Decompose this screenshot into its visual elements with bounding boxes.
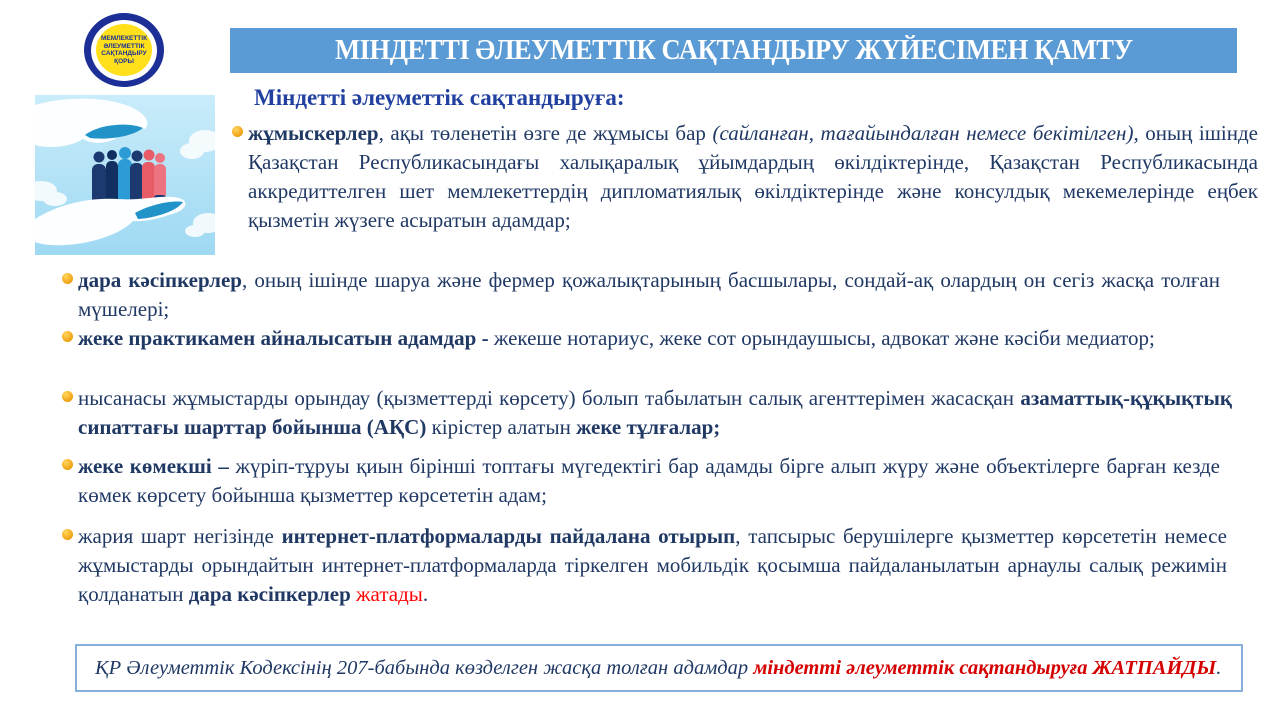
- footer-note: [75, 644, 1243, 692]
- bullet-text: [78, 452, 1220, 510]
- text-segment: жұмыскерлер: [248, 121, 379, 145]
- text-segment: жеке көмекші –: [78, 454, 236, 478]
- bullet-text: [78, 324, 1220, 353]
- fund-logo-line: МЕМЛЕКЕТТІК: [100, 35, 148, 42]
- bullet-text: [248, 119, 1258, 235]
- text-segment: оның ішінде Қазақстан Республикасындағы халықаралық ұйымдардың өкілдіктерінде, Қазақстан Республикасында аккредиттелген шет мемлекеттердің дипломатиялық өкілдіктерінде және консулдық мекемелерінде еңбек қызметін жүзеге асыратын адамдар;: [248, 121, 1258, 232]
- text-segment: азаматтық-құқықтық сипаттағы шарттар бойынша (АҚС): [78, 386, 1232, 439]
- text-segment: дара кәсіпкерлер: [78, 268, 242, 292]
- bullet-item-individual-entrepreneurs: [62, 266, 1220, 324]
- text-segment: , ақы төленетін өзге де жұмысы бар: [378, 121, 713, 145]
- bullet-text: [78, 384, 1232, 442]
- footer-text: [95, 657, 1221, 680]
- bullet-dot-icon: [62, 391, 73, 402]
- text-segment: жатады: [350, 582, 423, 606]
- text-segment: кірістер алатын: [426, 415, 577, 439]
- fund-logo-line: ҚОРЫ: [114, 57, 134, 65]
- fund-logo-line: ӘЛЕУМЕТТІК: [103, 42, 145, 50]
- bullet-dot-icon: [62, 529, 73, 540]
- text-segment: интернет-платформаларды пайдалана отырып: [281, 524, 736, 548]
- bullet-item-internet-platforms: [62, 522, 1227, 609]
- text-segment: жекеше нотариус, жеке сот орындаушысы, адвокат және кәсіби медиатор;: [493, 326, 1155, 350]
- text-segment: (сайланған, тағайындалған немесе бекітілген),: [712, 121, 1139, 145]
- text-segment: нысанасы жұмыстарды орындау (қызметтерді көрсету) болып табылатын салық агенттерімен жасасқан: [78, 386, 1021, 410]
- bullet-dot-icon: [62, 273, 73, 284]
- text-segment: .: [1216, 656, 1222, 679]
- hands-protecting-people-illustration: [35, 95, 215, 255]
- fund-logo-line: САҚТАНДЫРУ: [101, 50, 147, 57]
- text-segment: , оның ішінде шаруа және фермер қожалықтарының басшылары, сондай-ақ олардың он сегіз жасқа толған мүшелері;: [78, 268, 1220, 321]
- text-segment: міндетті әлеуметтік сақтандыруға ЖАТПАЙДЫ: [753, 656, 1217, 679]
- bullet-dot-icon: [62, 331, 73, 342]
- text-segment: дара кәсіпкерлер: [188, 582, 351, 606]
- fund-logo-ring: [91, 20, 157, 81]
- bullet-item-private-practice: [62, 324, 1220, 353]
- text-segment: , тапсырыс берушілерге қызметтер көрсететін немесе жұмыстарды орындайтын интернет-платформаларда тіркелген мобильдік қосымша пайдаланылатын арнаулы салық режимін қолданатын: [78, 524, 1227, 606]
- title-banner: [230, 28, 1237, 73]
- bullet-text: [78, 522, 1227, 609]
- fund-logo-core: [96, 24, 152, 76]
- fund-logo-icon: [84, 13, 164, 87]
- bullet-dot-icon: [62, 459, 73, 470]
- bullet-item-workers: [232, 119, 1258, 235]
- bullet-item-civil-contracts: [62, 384, 1232, 442]
- text-segment: жеке практикамен айналысатын адамдар -: [78, 326, 494, 350]
- bullet-dot-icon: [232, 126, 243, 137]
- text-segment: жеке тұлғалар;: [576, 415, 721, 439]
- bullet-item-personal-assistant: [62, 452, 1220, 510]
- text-segment: .: [422, 582, 429, 606]
- text-segment: жария шарт негізінде: [78, 524, 282, 548]
- text-segment: ҚР Әлеуметтік Кодексінің 207-бабында көзделген жасқа толған адамдар: [95, 656, 754, 679]
- text-segment: жүріп-тұруы қиын бірінші топтағы мүгедектігі бар адамды бірге алып жүру және объектілерге барған кезде көмек көрсету бойынша қызметтер көрсететін адам;: [78, 454, 1220, 507]
- section-heading: Міндетті әлеуметтік сақтандыруға:: [254, 85, 625, 110]
- slide-title: МІНДЕТТІ ӘЛЕУМЕТТІК САҚТАНДЫРУ ЖҮЙЕСІМЕН ҚАМТУ: [334, 34, 1133, 66]
- bullet-text: [78, 266, 1220, 324]
